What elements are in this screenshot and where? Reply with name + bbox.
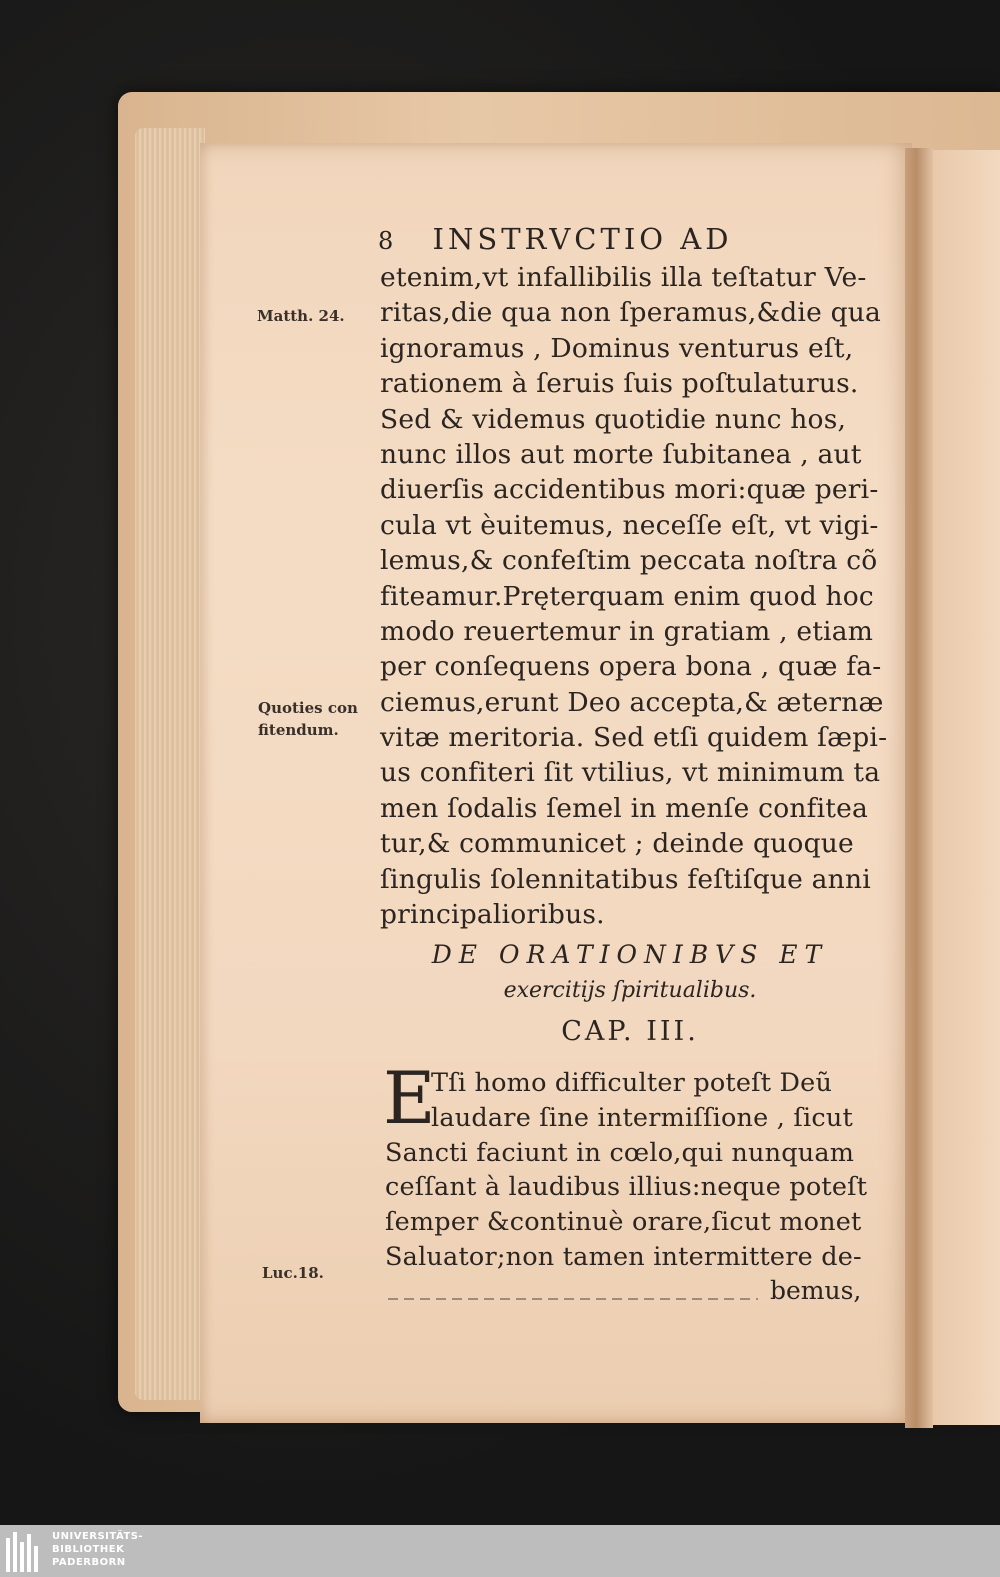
text-line: ſingulis ſolennitatibus feſtiſque anni — [380, 863, 871, 895]
text-line: etenim,vt infallibilis illa teſtatur Ve- — [380, 262, 867, 293]
text-line: vitæ meritoria. Sed etſi quidem ſæpi- — [380, 722, 888, 754]
text-line: principalioribus. — [380, 899, 605, 931]
margin-note-quoties-1: Quoties con — [258, 699, 358, 717]
chapter-text — [385, 1066, 877, 1275]
margin-note-luke: Luc.18. — [262, 1264, 324, 1282]
text-line: per conſequens opera bona , quæ fa- — [380, 651, 882, 683]
text-line: Tſi homo difficulter poteſt Deũ — [431, 1068, 833, 1098]
text-line: tur,& communicet ; deinde quoque — [380, 828, 854, 860]
running-header — [378, 222, 878, 262]
text-line: men ſodalis ſemel in menſe confitea — [380, 792, 869, 824]
text-line: ritas,die qua non ſperamus,&die qua — [380, 297, 882, 329]
margin-note-quoties-2: fitendum. — [258, 721, 339, 739]
text-line: cula vt èuitemus, neceſſe eſt, vt vigi- — [380, 509, 879, 541]
library-name-line: BIBLIOTHEK — [52, 1544, 125, 1555]
library-logo-icon — [6, 1530, 46, 1572]
library-name-line: PADERBORN — [52, 1557, 126, 1568]
body-text — [380, 260, 888, 932]
catchword: bemus, — [770, 1276, 862, 1305]
text-line: rationem à ſeruis ſuis poſtulaturus. — [380, 368, 859, 400]
text-line: Saluator;non tamen intermittere de- — [385, 1241, 862, 1272]
text-line: modo reuertemur in gratiam , etiam — [380, 615, 874, 647]
chapter-heading: CAP. III. — [561, 1016, 699, 1047]
text-line: diuerſis accidentibus mori:quæ peri- — [380, 474, 879, 506]
text-line: laudare ſine intermiſſione , ſicut — [431, 1102, 853, 1133]
book-gutter — [905, 148, 933, 1428]
page-edges — [135, 128, 205, 1400]
text-line: ſemper &continuè orare,ſicut monet — [385, 1207, 862, 1238]
facing-page-edge — [930, 150, 1000, 1425]
text-line: Sed & videmus quotidie nunc hos, — [380, 403, 847, 435]
drop-cap: E — [383, 1056, 436, 1140]
margin-note-matthew: Matth. 24. — [257, 307, 345, 325]
text-line: us confiteri ſit vtilius, vt minimum ta — [380, 757, 881, 789]
library-name — [52, 1530, 143, 1569]
ink-smudge — [388, 1298, 758, 1300]
footer-bar — [0, 1525, 1000, 1577]
text-line: ignoramus , Dominus venturus eſt, — [380, 332, 854, 364]
text-line: fiteamur.Pręterquam enim quod hoc — [380, 580, 874, 612]
text-line: nunc illos aut morte ſubitanea , aut — [380, 438, 862, 470]
section-title: DE ORATIONIBVS ET — [431, 940, 829, 969]
page-number: 8 — [378, 227, 398, 255]
text-line: lemus,& confeſtim peccata noſtra cõ — [380, 545, 878, 577]
text-line: ciemus,erunt Deo accepta,& æternæ — [380, 686, 884, 718]
running-title: INSTRVCTIO AD — [432, 222, 733, 256]
text-line: ceſſant à laudibus illius:neque poteſt — [385, 1172, 868, 1203]
text-line: Sancti faciunt in cœlo,qui nunquam — [385, 1137, 855, 1168]
library-name-line: UNIVERSITÄTS- — [52, 1531, 144, 1542]
section-subtitle: exercitijs ſpiritualibus. — [503, 978, 757, 1003]
